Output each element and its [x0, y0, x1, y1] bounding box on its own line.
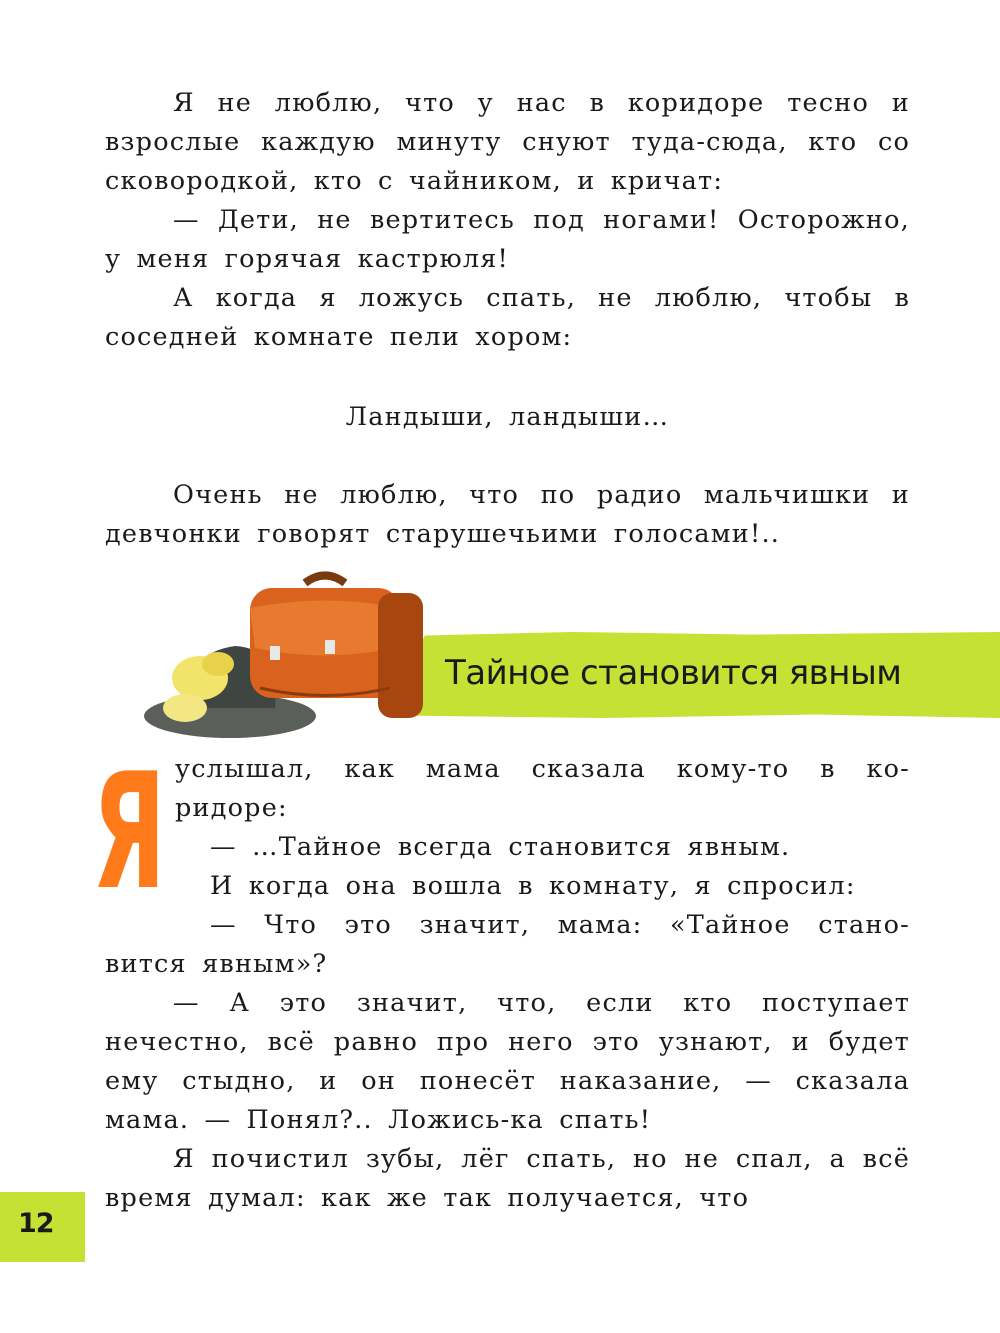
top-text-block	[105, 84, 910, 357]
drop-cap: Я	[92, 738, 166, 925]
paragraph: А когда я ложусь спать, не люблю, чтобы в соседней комнате пели хором:	[105, 283, 910, 352]
paragraph: Я почистил зубы, лёг спать, но не спал, а всё время думал: как же так получается, что	[105, 1144, 910, 1213]
paragraph: — Дети, не вертитесь под ногами! Осторожно, у меня горячая кастрюля!	[105, 205, 910, 274]
song-line	[105, 398, 910, 437]
paragraph-line: вится явным»?	[105, 949, 328, 979]
chapter-text	[105, 750, 910, 1218]
paragraph: — А это значит, что, если кто поступает нечестно, всё равно про него это узнают, и будет ему стыдно, и он понесёт наказание, — сказала мама. — Понял?.. Ложись-ка спать!	[105, 988, 910, 1135]
paragraph: Очень не люблю, что по радио мальчишки и девчонки говорят старушечьими голосами!..	[105, 480, 910, 549]
closing-paragraph	[105, 476, 910, 554]
chapter-title: Тайное становится явным	[445, 653, 902, 693]
paragraph-line: услышал, как мама сказала кому-то в ко-	[175, 754, 910, 784]
page-number: 12	[18, 1208, 54, 1239]
paragraph: — …Тайное всегда становится явным.	[210, 832, 791, 862]
paragraph-line: — Что это значит, мама: «Тайное стано-	[210, 910, 910, 940]
school-bag-icon	[250, 576, 423, 719]
song-text: Ландыши, ландыши…	[345, 402, 670, 432]
paragraph: И когда она вошла в комнату, я спросил:	[210, 871, 856, 901]
illustration	[140, 568, 440, 748]
paragraph: Я не люблю, что у нас в коридоре тесно и взрослые каждую минуту снуют туда-сюда, кто со сковородкой, кто с чайником, и кричат:	[105, 88, 910, 196]
paragraph-line: ридоре:	[175, 793, 288, 823]
